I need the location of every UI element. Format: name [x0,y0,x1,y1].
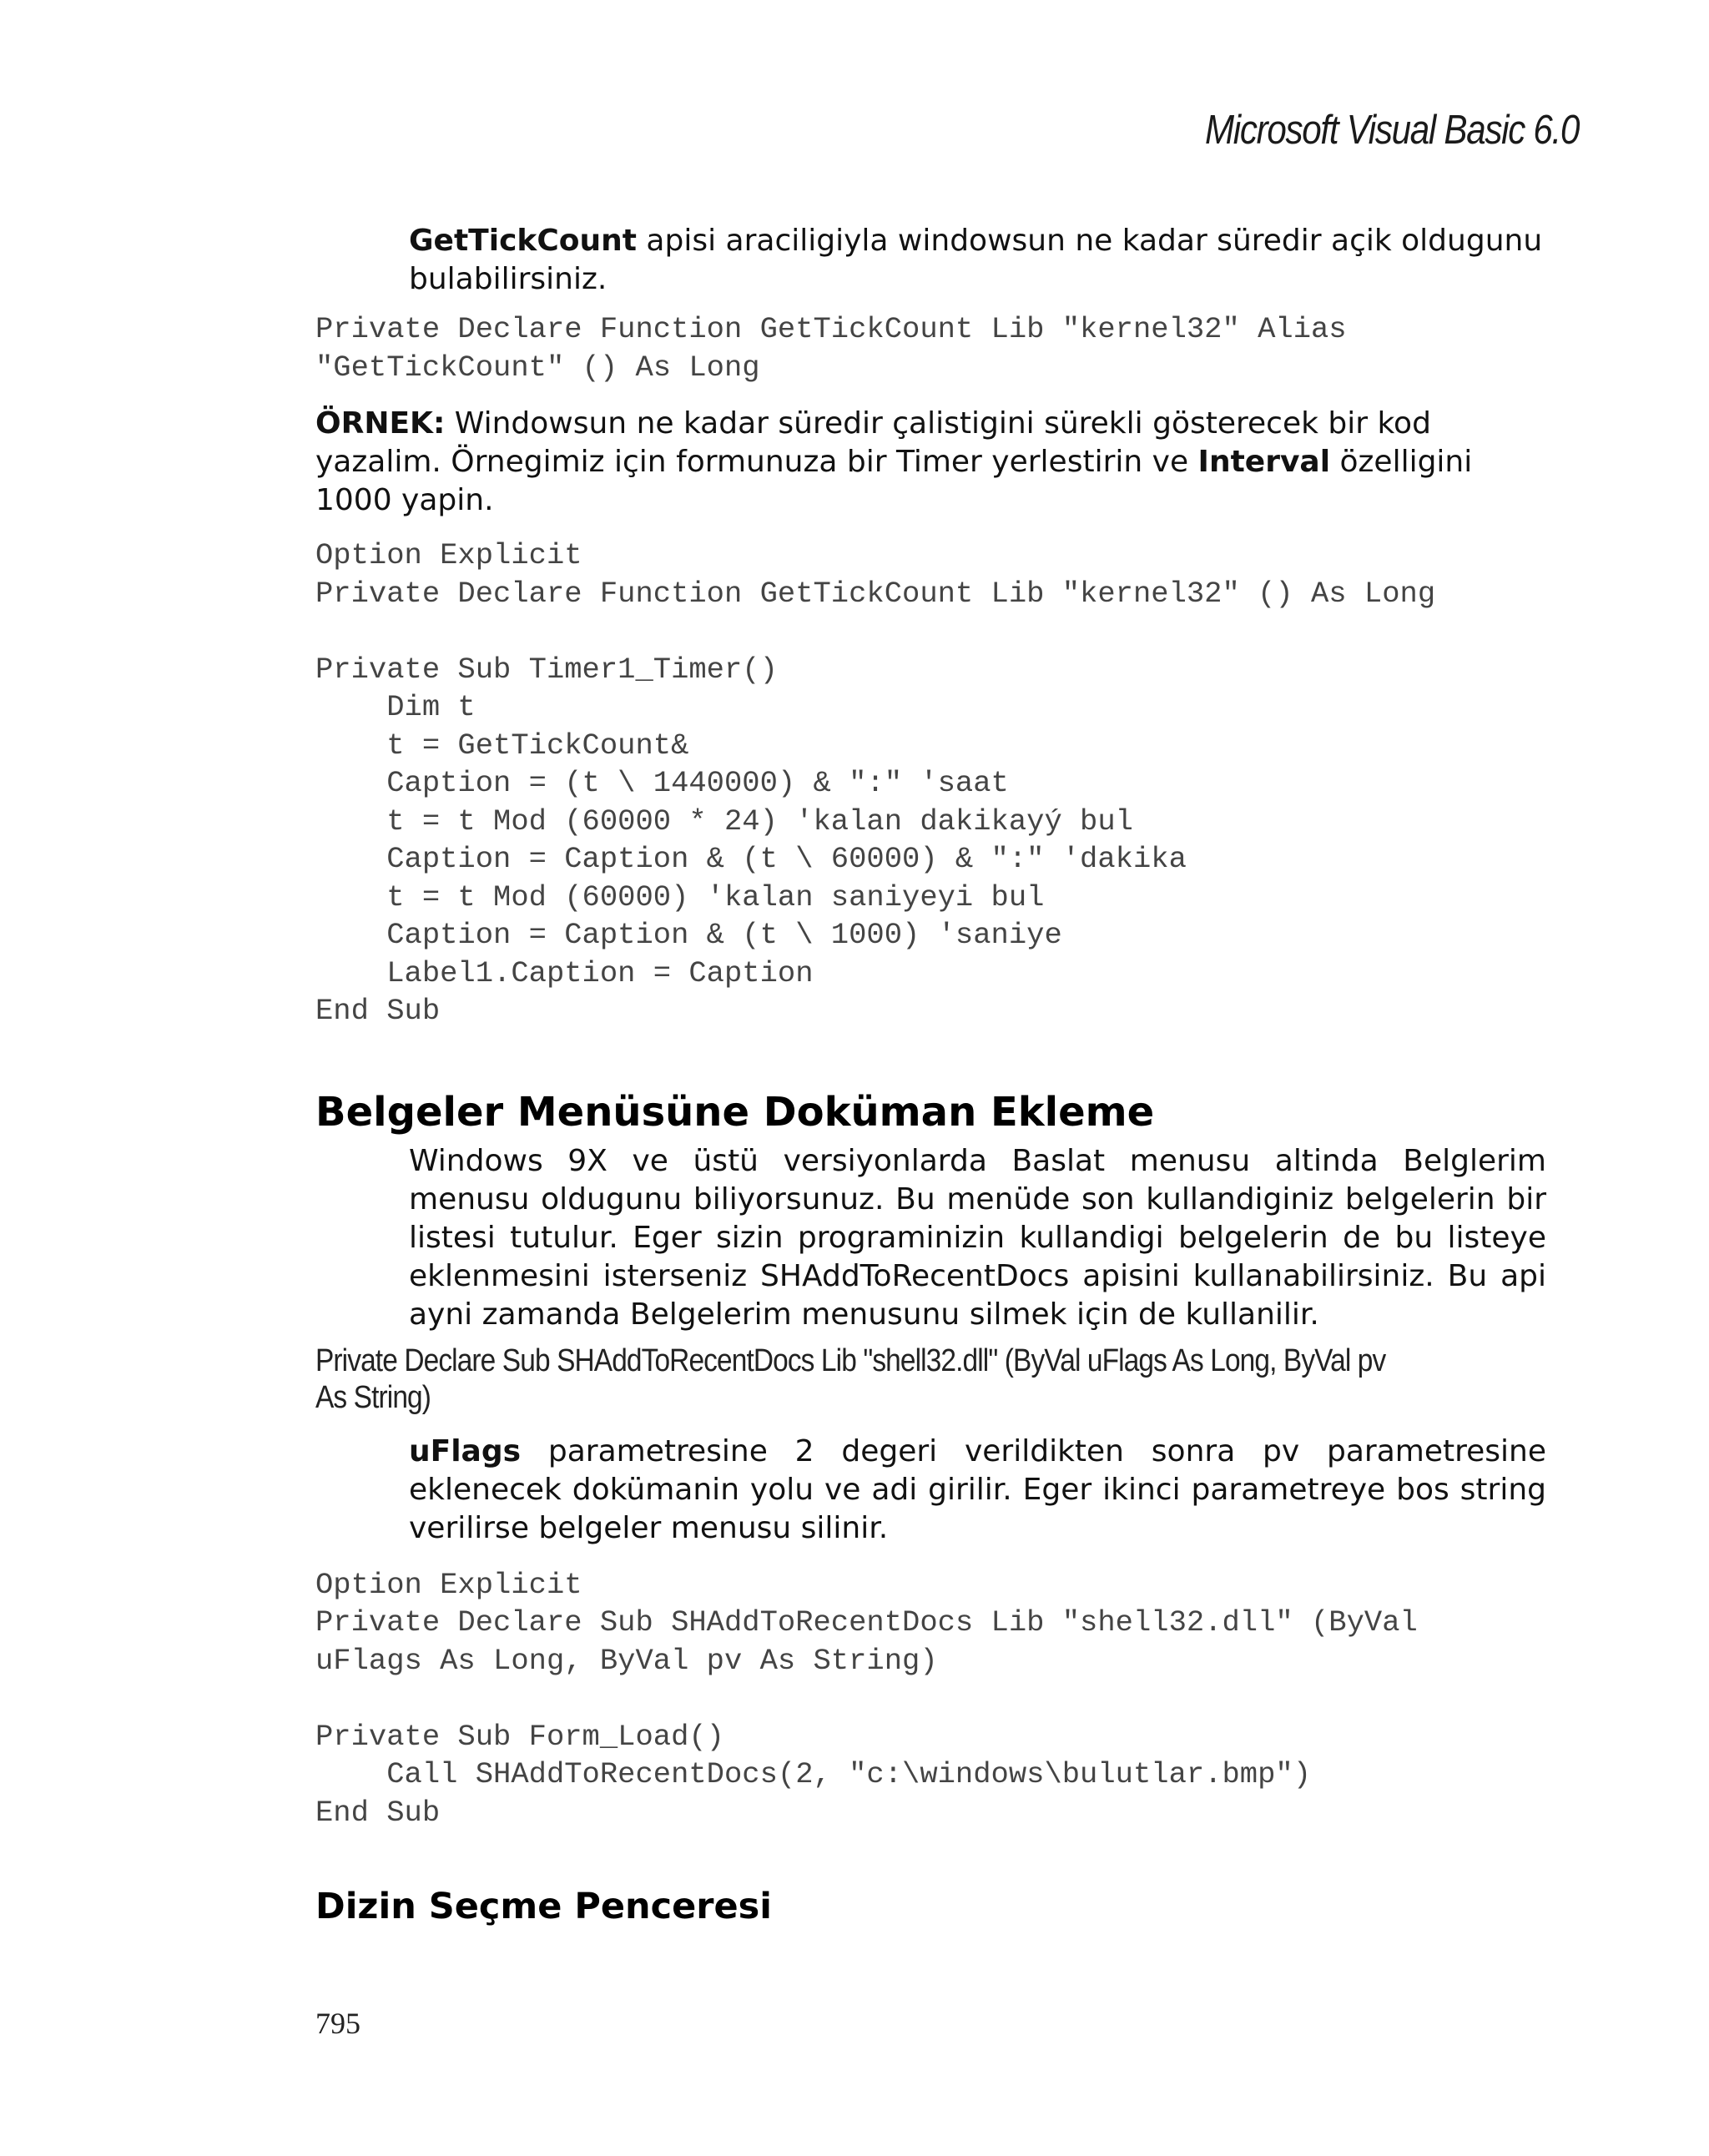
gettickcount-intro [315,222,1546,299]
section-heading-dizin: Dizin Seçme Penceresi [315,1886,772,1927]
running-header: Microsoft Visual Basic 6.0 [1204,108,1579,153]
page-content [315,222,1546,1928]
example-paragraph [315,405,1546,520]
uflags-keyword: uFlags [409,1433,522,1468]
gettickcount-declaration-line1: Private Declare Function GetTickCount Lib "kernel32" Alias [315,312,1347,346]
example-text-part2: özelligini 1000 yapin. [315,445,1473,517]
gettickcount-keyword: GetTickCount [409,224,637,258]
belgeler-paragraph: Windows 9X ve üstü versiyonlarda Baslat menusu altinda Belglerim menusu oldugunu biliyorsunuz. Bu menüde son kullandiginiz belgelerin bir listesi tutulur. Eger sizin programinizin kullandigi belgelerin de bu listeye eklenmesini isterseniz SHAddToRecentDocs apisini kullanabilirsiniz. Bu api ayni zamanda Belgelerim menusunu silmek için de kullanilir. [409,1143,1546,1332]
interval-keyword: Interval [1197,445,1331,479]
uflags-paragraph [315,1433,1546,1548]
uflags-paragraph-text: parametresine 2 degeri verildikten sonra pv parametresine eklenecek dokümanin yolu ve adi girilir. Eger ikinci parametreye bos string verilirse belgeler menusu silinir. [409,1433,1546,1545]
section-heading-belgeler: Belgeler Menüsüne Doküman Ekleme [315,1088,1155,1136]
page-number: 795 [315,2007,360,2040]
shaddtorecentdocs-declaration-line2: As String) [315,1379,431,1415]
gettickcount-declaration-line2: "GetTickCount" () As Long [315,350,760,385]
gettickcount-intro-text: apisi araciligiyla windowsun ne kadar süredir açik oldugunu bulabilirsiniz. [409,224,1543,296]
shaddtorecentdocs-declaration-line1: Private Declare Sub SHAddToRecentDocs Lib "shell32.dll" (ByVal uFlags As Long, ByVal pv [315,1342,1386,1378]
example-text-part1: Windowsun ne kadar süredir çalistigini sürekli gösterecek bir kod yazalim. Örnegimiz için formunuza bir Timer yerlestirin ve [315,406,1431,479]
timer-code-block: Option Explicit Private Declare Function GetTickCount Lib "kernel32" () As Long Private Sub Timer1_Timer() Dim t t = GetTickCount& Caption = (t \ 1440000) & ":" 'saat t = t Mod (60000 * 24) 'kalan dakikayý bul Caption = Caption & (t \ 60000) & ":" 'dakika t = t Mod (60000) 'kalan saniyeyi bul Caption = Caption & (t \ 1000) 'saniye Label1.Caption = Caption End Sub [315,538,1436,1028]
form-load-code-block: Option Explicit Private Declare Sub SHAddToRecentDocs Lib "shell32.dll" (ByVal uFlags As Long, ByVal pv As String) Private Sub Form_Load() Call SHAddToRecentDocs(2, "c:\windows\bulutlar.bmp") End Sub [315,1567,1418,1830]
example-label: ÖRNEK: [315,406,446,441]
